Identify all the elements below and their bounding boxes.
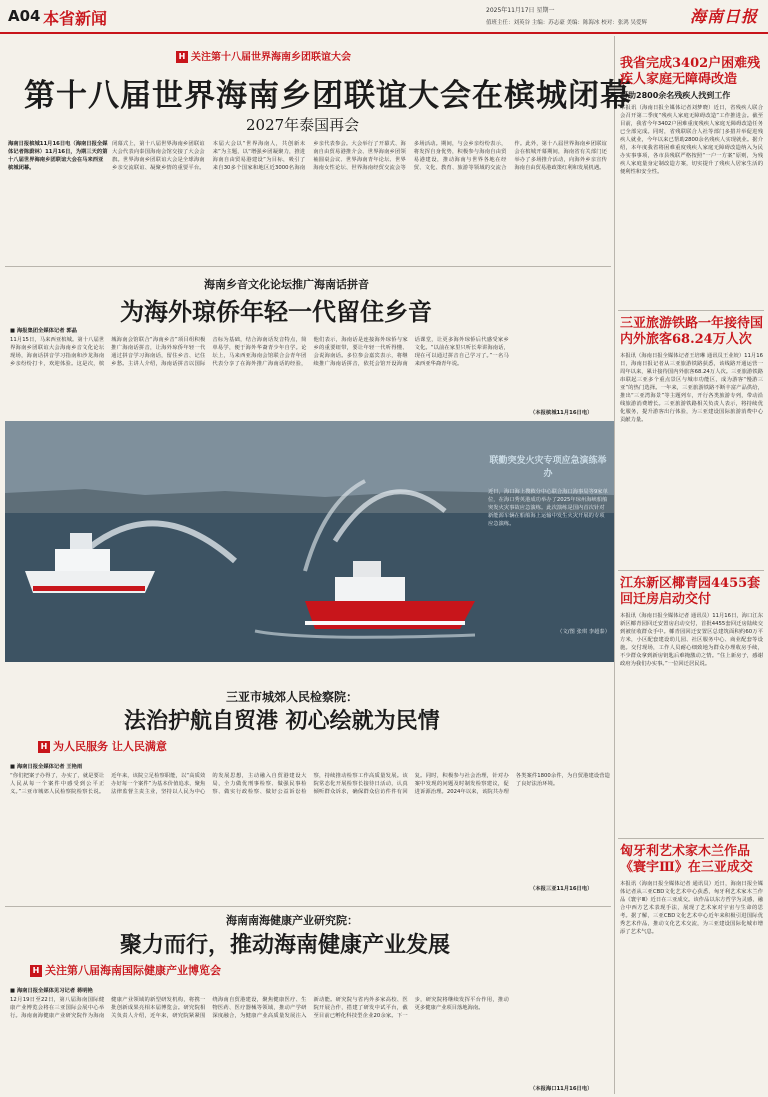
story4-body: 12月19日至22日，第八届海南国际健康产业博览会将在三亚国际会展中心举行。海南南海健康产业研究院作为海南健康产业领域的新型研发机构，将携一批创新成果亮相本届博览会。研究院相关负责人介绍，近年来，研究院紧紧围绕海南自贸港建设，聚焦健康医疗、生物医药、医疗器械等领域，推动产学研深度融合，为健康产业高质量发展注入新动能。研究院与省内外多家高校、医院开展合作，搭建了研发中试平台，截至目前已孵化科技型企业20余家。下一步，研究院将继续发挥平台作用，推动更多健康产业项目落地海南。 <box>10 997 509 1019</box>
side1-title: 我省完成3402户困难残疾人家庭无障碍改造 <box>620 56 761 87</box>
side4-title: 匈牙利艺术家木兰作品《寰宇Ⅲ》在三亚成交 <box>620 844 753 875</box>
side2-title: 三亚旅游铁路一年接待国内外旅客68.24万人次 <box>620 316 764 347</box>
story3-title-a: 三亚市城郊人民检察院： <box>226 690 359 704</box>
story4-byline: ■ 海南日报全媒体见习记者 蒋明艳 <box>10 988 93 994</box>
section-name: 本省新闻 <box>43 9 108 28</box>
side4-body: 本报讯（海南日报全媒体记者 通讯员）近日，海南日报全媒体记者从三亚CBD文化艺术中心获悉，匈牙利艺术家木兰作品《寰宇Ⅲ》近日在三亚成交。该作品以东方哲学为灵感，融合中西方艺术表现手法，展现了艺术家对宇宙与生命的思考。据了解，三亚CBD文化艺术中心近年来积极引进国际优秀艺术作品，推动文化艺术交流，为三亚建设国际化城市增添了艺术气息。 <box>620 881 763 935</box>
issue-date: 2025年11月17日 星期一 <box>486 7 555 14</box>
hk-logo-icon: H <box>30 965 42 977</box>
story2-title: 为海外琼侨年轻一代留住乡音 <box>120 297 432 326</box>
story3-credit: （本报三亚11月16日电） <box>530 886 593 892</box>
section-divider <box>5 906 611 907</box>
photo-title: 联勤突发火灾专项应急演练举办 <box>489 456 607 479</box>
photo-caption: 近日，海口海上搜救分中心联合海口海事局等9家单位，在海口秀英港成功举办了2025年琼州海峡船舶突发火灾事故应急演练。此次演练是国内首次针对新能源车辆在船舶海上运输中发生火灾开展的专项应急演练。 <box>488 489 608 527</box>
sidebar-divider <box>618 838 764 839</box>
story3-kicker-text: 为人民服务 让人民满意 <box>53 740 167 753</box>
hk-logo-icon: H <box>176 51 188 63</box>
lead-kicker <box>176 48 351 63</box>
lead-subtitle: 2027年泰国再会 <box>246 116 360 134</box>
lead-title: 第十八届世界海南乡团联谊大会在槟城闭幕 <box>24 78 632 114</box>
page-header <box>0 0 768 34</box>
story2-kicker: 海南乡音文化论坛推广海南话拼音 <box>204 278 369 291</box>
column-divider <box>614 36 615 1094</box>
story3-title-b: 法治护航自贸港 初心绘就为民情 <box>124 708 440 734</box>
side2-body: 本报讯（海南日报全媒体记者王培琳 通讯员王业姣）11月16日，海南日报记者从三亚旅游铁路获悉，该线路开通运营一周年以来，累计接待国内外旅客68.24万人次。三亚旅游铁路串联起三亚多个重点景区与城市功能区，成为游客“慢游三亚”的热门选择。一年来，三亚旅游铁路不断丰富产品供给，推出“三亚湾海景”等主题列车，开行各类旅游专列，带动沿线旅游消费增长。三亚旅游铁路相关负责人表示，将持续优化服务，提升游客出行体验，为三亚建设国际旅游消费中心贡献力量。 <box>620 353 763 423</box>
story3-byline: ■ 海南日报全媒体记者 王艳雨 <box>10 764 83 770</box>
story4-title: 聚力而行，推动海南健康产业发展 <box>120 932 451 958</box>
side3-title: 江东新区椰青园4455套回迁房启动交付 <box>620 576 761 607</box>
story2-byline: ■ 海报集团全媒体记者 郭晶 <box>10 328 77 334</box>
story4-kicker-small: 海南南海健康产业研究院： <box>226 914 358 927</box>
hk-logo-icon: H <box>38 741 50 753</box>
staff-list: 值班主任：刘英谷 主编：苏志豪 美编：陈海冰 校对：张鸿 吴爱辉 <box>486 20 647 26</box>
story4-credit: （本报海口11月16日电） <box>530 1086 593 1092</box>
lead-dateline: 海南日报槟城11月16日电（海南日报全媒体记者陈蔚林）11月16日，为期三天的第十八届世界海南乡团联谊大会在马来西亚槟城闭幕。 <box>8 141 108 171</box>
section-divider <box>5 266 611 267</box>
sidebar-divider <box>618 310 764 311</box>
story3-body: “你们把案子办得了，办实了，就是要让人民从每一个案件中感受到公平正义。”三亚市城郊人民检察院检察长说。近年来，该院立足检察职能，以“高质效办好每一个案件”为基本价值追求，聚焦法律监督主责主业，坚持以人民为中心的发展思想，主动融入自贸港建设大局，全力做优刑事检察、做强民事检察、做实行政检察、做好公益诉讼检察，持续推动检察工作高质量发展。该院常态化开展检察长接待日活动，认真倾听群众诉求，确保群众信访件件有回复。同时，积极参与社会治理，针对办案中发现的问题及时制发检察建议，促进诉源治理。2024年以来，该院共办理各类案件1800余件，为自贸港建设营造了良好法治环境。 <box>10 773 610 795</box>
side1-subtitle: 帮助2800余名残疾人找到工作 <box>620 91 731 100</box>
side1-body: 本报讯（海南日报全媒体记者刘梦晓）近日，省残疾人联合会召开第二季度“残疾人家庭无障碍改造”工作推进会。截至目前，我省今年3402户困难重度残疾人家庭无障碍改造任务已全部完成。同时，省残联联合人社等部门多措并举促进残疾人就业，今年以来已帮助2800余名残疾人实现就业。据介绍，本年度我省将困难重度残疾人家庭无障碍改造纳入为民办实事事项，各市县残联严格按照“一户一方案”原则，为残疾人家庭量身定制改造方案，切实提升了残疾人居家生活的便利性和安全性。 <box>620 105 763 175</box>
sidebar-divider <box>618 570 764 571</box>
story2-body: 11月15日，马来西亚槟城。第十八届世界海南乡团联谊大会海南乡音文化论坛现场，海南话拼音学习指南和沙龙海南乡亲纷纷打卡，欢迎体验。这是次，槟城海南会馆联合“海南乡音”项目组积极推广海南话拼音，让海外琼侨年轻一代通过拼音学习海南话，留住乡音、记住乡愁。主讲人介绍，海南话拼音以国际音标为基础，结合海南话发音特点，简单易学，便于海外华裔青少年自学。论坛上，马来西亚海南会馆联合会青年团代表分享了在海外推广海南话的经验，他们表示，海南话是连接海外琼侨与家乡的重要纽带，要让年轻一代听得懂、会说海南话。多位参会嘉宾表示，将继续推广海南话拼音，依托会馆开设海南话课堂，让更多海外琼侨后代感受家乡文化。“以前在家里只听长辈讲海南话，现在可以通过拼音自己学习了。”一名马来西亚华裔青年说。 <box>10 337 509 367</box>
lead-kicker-text: 关注第十八届世界海南乡团联谊大会 <box>191 52 351 63</box>
story3-kicker <box>38 738 167 754</box>
side3-body: 本报讯（海南日报全媒体记者 通讯员）11月16日，海口江东新区椰青园回迁安置房启动交付，首批4455套回迁房陆续交到被征收群众手中。椰青园回迁安置区总建筑面积约60万平方米，小区配套建设幼儿园、社区服务中心、商业配套等设施。交付现场，工作人员耐心细致地为群众办理收房手续，不少群众拿到新房钥匙后难掩激动之情。“住上新房子，感谢政府为我们办实事。”一位回迁居民说。 <box>620 613 763 667</box>
story2-credit: （本报槟城11月16日电） <box>530 410 593 416</box>
story4-kicker-text: 关注第八届海南国际健康产业博览会 <box>45 964 221 977</box>
lead-body: 闭幕式上，第十八届世界海南乡团联谊大会代表向泰国海南会馆交接了大会会旗。世界海南乡团联谊大会是全球海南乡亲交流联谊、凝聚乡情的重要平台。本届大会以“世界海南人，共创新未来”为主题，以“增强乡团凝聚力，推进海南自由贸易港建设”为目标，吸引了来自30多个国家和地区近3000名海南乡亲代表参会。大会举行了开幕式、海南自由贸易港推介会、世界海南乡团领袖圆桌会议、世界海南青年论坛、世界海南女性论坛、世界海南经贸交流会等多场活动。期间，与会乡亲纷纷表示，将发挥自身优势，积极参与海南自由贸易港建设，推动海南与世界各地在经贸、文化、教育、旅游等领域的交流合作。此外，第十八届世界海南乡团联谊会在槟城开幕期间，海南省有关部门还举办了多场推介活动，向海外乡亲宣传海南自由贸易港政策红利和发展机遇。 <box>112 141 607 171</box>
newspaper-logo: 海南日报 <box>690 7 759 26</box>
photo-credit: （文/图 张琪 李超泰） <box>557 629 610 635</box>
story4-kicker <box>30 962 221 978</box>
page-number: A04 <box>8 7 41 25</box>
